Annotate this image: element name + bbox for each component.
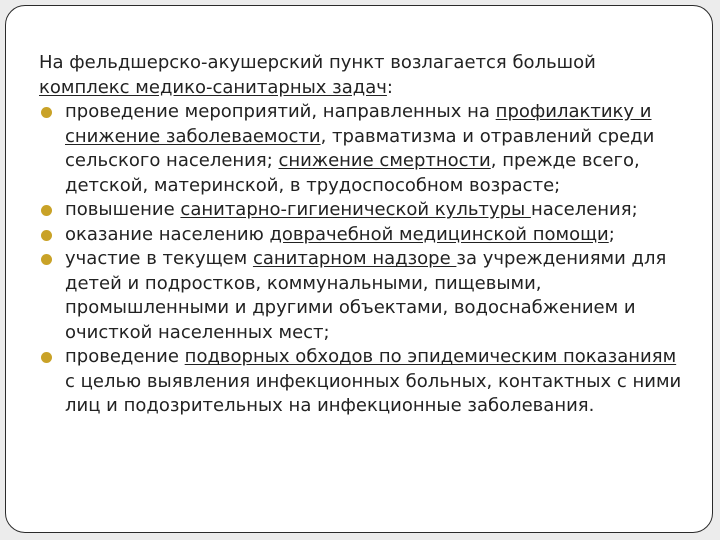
item-text: за учреждениями для детей и подростков, коммунальными, пищевыми, промышленными и другими объектами, водоснабжением и очисткой населенных мест; [65,248,667,343]
item-text: ; [608,223,615,245]
item-underlined-text: доврачебной медицинской помощи [269,223,609,245]
item-text: , прежде всего, детской, материнской, в трудоспособном возрасте; [65,150,640,196]
item-text: оказание населению [65,223,270,245]
bullet-icon [41,205,52,216]
item-underlined-text: снижение смертности [278,150,491,171]
bullet-icon [41,254,52,265]
bullet-icon [41,107,52,118]
item-text: участие в текущем [65,248,253,269]
item-underlined-text: профилактику и снижение заболеваемости [65,101,652,147]
slide [5,5,713,533]
task-list [39,100,689,419]
intro-text: На фельдшерско-акушерский пункт возлагается большой [39,52,596,73]
item-text: повышение [65,199,181,220]
intro-underlined-text: комплекс медико-санитарных задач [39,76,387,98]
item-text: с целью выявления инфекционных больных, контактных с ними лиц и подозрительных на инфекционные заболевания. [65,370,682,416]
item-text: проведение мероприятий, направленных на [65,101,496,122]
item-text: населения; [530,199,638,220]
item-text: , травматизма и отравлений среди сельского населения; [65,125,655,171]
intro-colon: : [386,76,393,98]
slide-text [39,51,689,419]
item-text: проведение [65,346,185,367]
bullet-icon [41,230,52,241]
item-underlined-text: санитарно-гигиенической культуры [180,199,531,220]
intro-paragraph [39,51,689,100]
list-item [39,247,689,345]
list-item [39,223,689,248]
list-item [39,100,689,198]
list-item [39,198,689,223]
item-underlined-text: подворных обходов по эпидемическим показаниям [184,346,677,367]
item-underlined-text: санитарном надзоре [252,248,457,269]
list-item [39,345,689,419]
bullet-icon [41,352,52,363]
